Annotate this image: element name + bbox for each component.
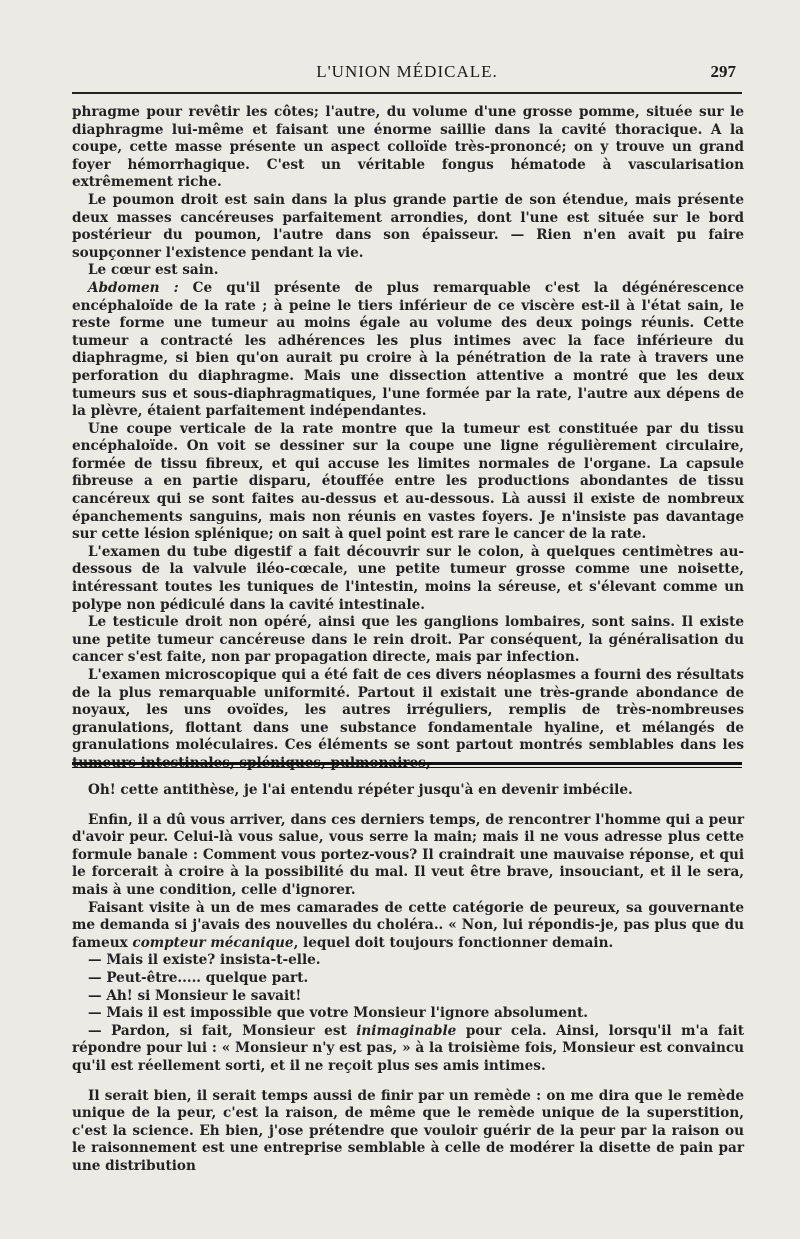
dialog-line: — Mais il existe? insista-t-elle. xyxy=(88,952,321,969)
page-header xyxy=(72,60,742,90)
paragraph: Une coupe verticale de la rate montre que la tumeur est constituée par du tissu encéphaloïde. On voit se dessiner sur la coupe une ligne régulièrement circulaire, formée de tissu fibreux, et qui accuse les limites normales de l'organe. La capsule fibreuse a en partie disparu, étouffée entre les productions abondantes de tissu cancéreux qui se sont faites au-dessus et au-dessous. Là aussi il existe de nombreux épanchements sanguins, mais non réunis en vastes foyers. Je n'insiste pas davantage sur cette lésion splénique; on sait à quel point est rare le cancer de la rate. xyxy=(72,420,744,543)
paragraph: phragme pour revêtir les côtes; l'autre, du volume d'une grosse pomme, située sur le diaphragme lui-même et faisant une énorme saillie dans la cavité thoracique. A la coupe, cette masse présente un aspect colloïde très-prononcé; on y trouve un grand foyer hémorrhagique. C'est un véritable fongus hématode à vascularisation extrêmement riche. xyxy=(72,104,744,191)
paragraph-text: Ce qu'il présente de plus remarquable c'est la dégénérescence encéphaloïde de la rate ; à peine le tiers inférieur de ce viscère est-il à l'état sain, le reste forme une tumeur au moins égale au volume des deux poings réunis. Cette tumeur a contracté les adhérences les plus intimes avec la face inférieure du diaphragme, si bien qu'on aurait pu croire à la pénétration de la rate à travers une perforation du diaphragme. Mais une dissection attentive a montré que les deux tumeurs sus et sous-diaphragmatiques, l'une formée par la rate, l'autre aux dépens de la plèvre, étaient parfaitement indépendantes. xyxy=(72,279,745,420)
emphasis: inimaginable xyxy=(356,1022,457,1039)
paragraph-text: pour cela. Ainsi, lorsqu'il m'a fait répondre pour lui : « Monsieur n'y est pas, » à la troisième fois, Monsieur est convaincu qu'il est réellement sorti, et il ne reçoit plus ses amis intimes. xyxy=(72,1022,745,1074)
article-body xyxy=(72,104,744,773)
dialog-line: — Peut-être..... quelque part. xyxy=(88,969,309,986)
paragraph xyxy=(72,900,744,953)
section-label: Abdomen : xyxy=(88,279,179,296)
emphasis: compteur mécanique xyxy=(132,934,294,951)
dialog-line: — Ah! si Monsieur le savait! xyxy=(88,987,302,1004)
paragraph-text: Faisant visite à un de mes camarades de cette catégorie de peureux, sa gouvernante me demanda si j'avais des nouvelles du choléra.. « Non, lui répondis-je, pas plus que du fameux xyxy=(72,899,744,951)
paragraph-text: — Pardon, si fait, Monsieur est xyxy=(88,1022,357,1039)
feuilleton-divider xyxy=(72,762,742,768)
paragraph: Le poumon droit est sain dans la plus grande partie de son étendue, mais présente deux masses cancéreuses parfaitement arrondies, dont l'une est située sur le bord postérieur du poumon, l'autre dans son épaisseur. — Rien n'en avait pu faire soupçonner l'existence pendant la vie. xyxy=(72,191,744,261)
feuilleton-body xyxy=(72,782,744,1175)
paragraph: L'examen microscopique qui a été fait de ces divers néoplasmes a fourni des résultats de la plus remarquable uniformité. Partout il existait une très-grande abondance de noyaux, les uns ovoïdes, les autres irréguliers, remplis de très-nombreuses granulations, flottant dans une substance fondamentale hyaline, et mélangés de granulations moléculaires. Ces éléments se sont partout montrés semblables dans les tumeurs intestinales, spléniques, pulmonaires, xyxy=(72,667,744,771)
paragraph: Le testicule droit non opéré, ainsi que les ganglions lombaires, sont sains. Il existe une petite tumeur cancéreuse dans le rein droit. Par conséquent, la généralisation du cancer s'est faite, non par propagation directe, mais par infection. xyxy=(72,614,744,666)
paragraph: Il serait bien, il serait temps aussi de finir par un remède : on me dira que le remède unique de la peur, c'est la raison, de même que le remède unique de la superstition, c'est la science. Eh bien, j'ose prétendre que vouloir guérir de la peur par la raison ou le raisonnement est une entreprise semblable à celle de modérer la disette de pain par une distribution xyxy=(72,1087,744,1174)
running-title: L'UNION MÉDICALE. xyxy=(316,62,498,81)
page-number: 297 xyxy=(710,62,736,81)
paragraph: Enfin, il a dû vous arriver, dans ces derniers temps, de rencontrer l'homme qui a peur d'avoir peur. Celui-là vous salue, vous serre la main; mais il ne vous adresse plus cette formule banale : Comment vous portez-vous? Il craindrait une mauvaise réponse, et qui le forcerait à croire à la possibilité du mal. Il veut être brave, insouciant, et il le sera, mais à une condition, celle d'ignorer. xyxy=(72,811,744,898)
paragraph: Le cœur est sain. xyxy=(88,262,219,279)
paragraph xyxy=(72,280,744,421)
paragraph-text: , lequel doit toujours fonctionner demain. xyxy=(293,934,614,951)
dialog-line: — Mais il est impossible que votre Monsieur l'ignore absolument. xyxy=(88,1005,589,1022)
dialog-line xyxy=(72,1023,744,1076)
paragraph: Oh! cette antithèse, je l'ai entendu répéter jusqu'à en devenir imbécile. xyxy=(88,782,633,798)
header-rule xyxy=(72,92,742,94)
paragraph: L'examen du tube digestif a fait découvrir sur le colon, à quelques centimètres au-dessous de la valvule iléo-cœcale, une petite tumeur grosse comme une noisette, intéressant toutes les tuniques de l'intestin, moins la séreuse, et s'élevant comme un polype non pédiculé dans la cavité intestinale. xyxy=(72,543,744,613)
